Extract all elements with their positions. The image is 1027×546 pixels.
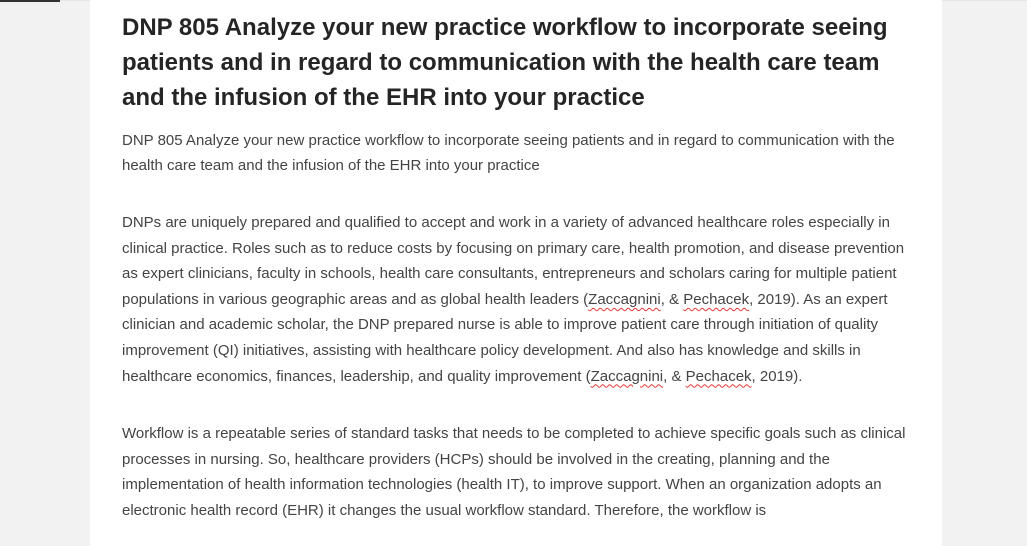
paragraph-text: DNPs are uniquely prepared and qualified to accept and work in a variety of advanced healthcare roles especially in clinical practice. Roles such as to reduce costs by focusing on primary care, health promotion, and disease prevention as expert clinicians, faculty in schools, health care consultants, entrepreneurs and scholars caring for multiple patient populations in various geographic areas and as global health leaders ( <box>122 214 905 308</box>
article-page <box>90 0 942 546</box>
paragraph-text: , & <box>660 290 684 308</box>
misspelled-word[interactable]: Zaccagnini <box>588 290 661 308</box>
article-title: DNP 805 Analyze your new practice workflow to incorporate seeing patients and in regard to communication with the health care team and the infusion of the EHR into your practice <box>122 14 888 111</box>
paragraph-text: , 2019). As an expert clinician and academic scholar, the DNP prepared nurse is able to improve patient care through initiation of quality improvement (QI) initiatives, assisting with healthcare policy development. And also has knowledge and skills in healthcare economics, finances, leadership, and quality improvement ( <box>122 290 888 385</box>
paragraph-text: , 2019). <box>751 367 803 385</box>
misspelled-word[interactable]: Pechacek <box>683 290 750 308</box>
misspelled-word[interactable]: Pechacek <box>685 367 752 385</box>
paragraph-workflow: Workflow is a repeatable series of standard tasks that needs to be completed to achieve specific goals such as clinical processes in nursing. So, healthcare providers (HCPs) should be involved in the creating, planning and the implementation of health information technologies (health IT), to improve support. When an organization adopts an electronic health record (EHR) it changes the usual workflow standard. Therefore, the workflow is <box>122 425 906 519</box>
paragraph-dnp-roles <box>122 210 912 389</box>
paragraph-text: , & <box>663 367 686 385</box>
misspelled-word[interactable]: Zaccagnini <box>590 367 664 385</box>
article-lede: DNP 805 Analyze your new practice workflow to incorporate seeing patients and in regard to communication with the health care team and the infusion of the EHR into your practice <box>122 132 895 174</box>
article-content <box>122 10 912 524</box>
top-accent-bar <box>0 0 60 2</box>
